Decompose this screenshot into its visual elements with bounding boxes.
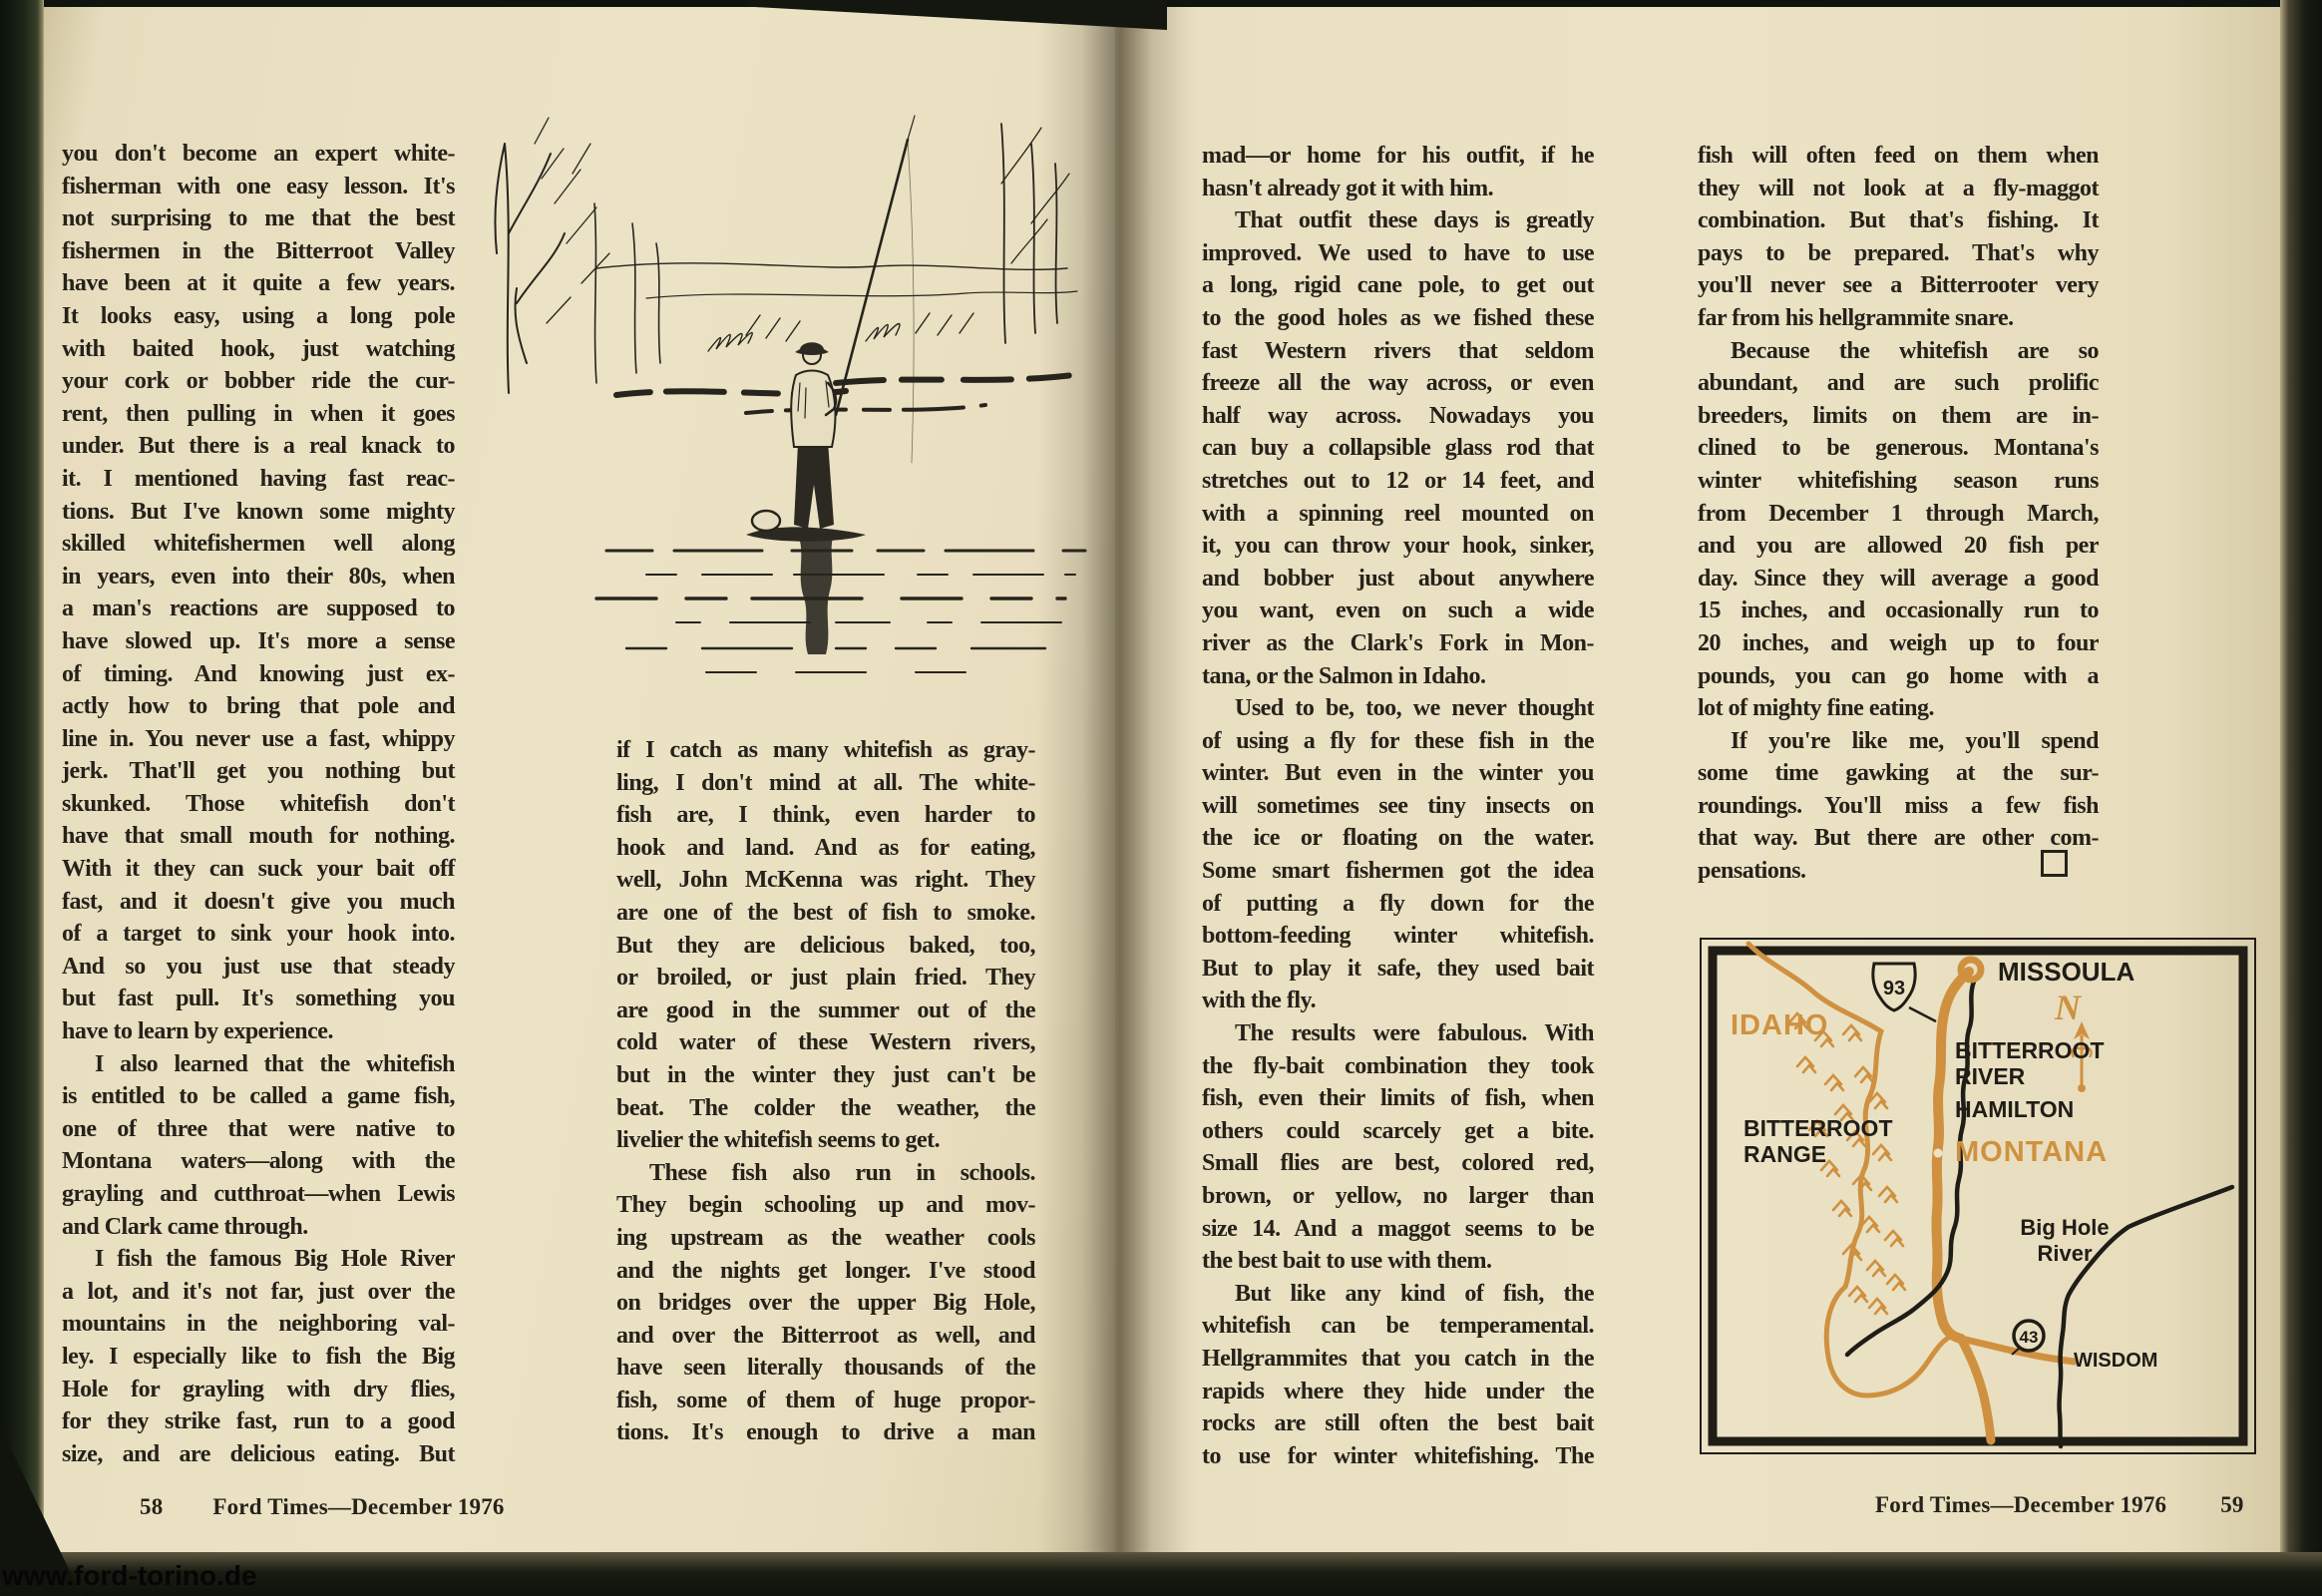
text-line: in years, even into their 80s, when xyxy=(62,563,455,590)
text-line: mad—or home for his outfit, if he xyxy=(1202,143,1594,169)
text-line: The results were fabulous. With xyxy=(1235,1020,1594,1047)
text-line: If you're like me, you'll spend xyxy=(1731,727,2099,754)
text-line: hook and land. And as for eating, xyxy=(616,834,1035,861)
label-big-hole-river-2: River xyxy=(2037,1241,2093,1266)
text-line: mountains in the neighboring val- xyxy=(62,1311,455,1338)
text-line: cold water of these Western rivers, xyxy=(616,1029,1035,1056)
watermark: www.ford-torino.de xyxy=(2,1560,257,1591)
text-line: roundings. You'll miss a few fish xyxy=(1698,792,2099,819)
text-line: bottom-feeding winter whitefish. xyxy=(1202,923,1594,950)
text-line: fast Western rivers that seldom xyxy=(1202,337,1594,364)
text-line: far from his hellgrammite snare. xyxy=(1698,304,2014,331)
text-line: you want, even on such a wide xyxy=(1202,598,1594,624)
text-line: of using a fly for these fish in the xyxy=(1202,727,1594,754)
left-trees xyxy=(495,118,660,393)
text-line: tions. It's enough to drive a man xyxy=(616,1419,1035,1446)
text-line: on bridges over the upper Big Hole, xyxy=(616,1290,1035,1317)
label-bitterroot-range-1: BITTERROOT xyxy=(1743,1115,1893,1141)
text-line: a long, rigid cane pole, to get out xyxy=(1202,272,1594,299)
text-line: fast, and it doesn't give you much xyxy=(62,888,455,915)
text-line: half way across. Nowadays you xyxy=(1202,402,1594,429)
text-line: hasn't already got it with him. xyxy=(1202,175,1494,201)
left-page xyxy=(40,0,1115,1556)
text-line: Montana waters—along with the xyxy=(62,1148,455,1175)
text-line: some time gawking at the sur- xyxy=(1698,760,2099,787)
text-line: fish, even their limits of fish, when xyxy=(1202,1085,1594,1112)
text-line: fish, some of them of huge propor- xyxy=(616,1387,1035,1413)
text-line: clined to be generous. Montana's xyxy=(1698,435,2099,462)
text-line: grayling and cutthroat—when Lewis xyxy=(62,1181,455,1207)
text-line: with a spinning reel mounted on xyxy=(1202,500,1594,527)
text-line: it, you can throw your hook, sinker, xyxy=(1202,533,1594,560)
route-93-shield xyxy=(1873,964,1936,1021)
text-line: fishermen in the Bitterroot Valley xyxy=(62,237,455,264)
text-line: the fly-bait combination they took xyxy=(1202,1052,1594,1079)
text-line: the best bait to use with them. xyxy=(1202,1248,1492,1275)
text-line: you don't become an expert white- xyxy=(62,141,455,167)
text-line: size 14. And a maggot seems to be xyxy=(1202,1215,1594,1242)
text-line: But they are delicious baked, too, xyxy=(616,932,1035,959)
text-line: and bobber just about anywhere xyxy=(1202,565,1594,592)
text-line: of a target to sink your hook into. xyxy=(62,921,455,948)
text-line: abundant, and are such prolific xyxy=(1698,370,2099,397)
text-line: And so you just use that steady xyxy=(62,953,455,980)
text-line: ley. I especially like to fish the Big xyxy=(62,1343,455,1370)
text-line: ing upstream as the weather cools xyxy=(616,1224,1035,1251)
text-line: 15 inches, and occasionally run to xyxy=(1698,598,2099,624)
text-line: one of three that were native to xyxy=(62,1115,455,1142)
text-line: Some smart fishermen got the idea xyxy=(1202,858,1594,885)
montana-idaho-map xyxy=(1698,936,2258,1456)
text-line: jerk. That'll get you nothing but xyxy=(62,758,455,785)
label-wisdom: WISDOM xyxy=(2074,1350,2158,1372)
text-line: livelier the whitefish seems to get. xyxy=(616,1127,941,1154)
text-line: lot of mighty fine eating. xyxy=(1698,695,1934,722)
text-line: Hellgrammites that you catch in the xyxy=(1202,1345,1594,1372)
text-line: others could scarcely get a bite. xyxy=(1202,1117,1594,1144)
label-montana: MONTANA xyxy=(1955,1136,2109,1168)
text-line: a lot, and it's not far, just over the xyxy=(62,1278,455,1305)
text-line: skunked. Those whitefish don't xyxy=(62,790,455,817)
left-page-column-1 xyxy=(62,138,455,1470)
text-line: fish will often feed on them when xyxy=(1698,143,2099,169)
text-line: They begin schooling up and mov- xyxy=(616,1192,1035,1219)
text-line: Used to be, too, we never thought xyxy=(1235,695,1594,722)
text-line: actly how to bring that pole and xyxy=(62,693,455,720)
text-line: and the nights get longer. I've stood xyxy=(616,1257,1035,1284)
text-line: improved. We used to have to use xyxy=(1202,239,1594,266)
text-line: Hole for grayling with dry flies, xyxy=(62,1376,455,1402)
text-line: is entitled to be called a game fish, xyxy=(62,1083,455,1110)
text-line: or broiled, or just plain fried. They xyxy=(616,965,1035,992)
right-page xyxy=(1115,0,2282,1556)
left-page-column-2 xyxy=(616,734,1035,1449)
hamilton-marker xyxy=(1934,1149,1943,1158)
text-line: a man's reactions are supposed to xyxy=(62,596,455,622)
text-line: have that small mouth for nothing. xyxy=(62,823,455,850)
text-line: rocks are still often the best bait xyxy=(1202,1410,1594,1437)
label-bitterroot-river-2: RIVER xyxy=(1955,1063,2026,1089)
text-line: I fish the famous Big Hole River xyxy=(95,1246,455,1273)
text-line: Small flies are best, colored red, xyxy=(1202,1150,1594,1177)
text-line: But like any kind of fish, the xyxy=(1235,1280,1594,1307)
text-line: that way. But there are other com- xyxy=(1698,825,2099,852)
right-page-footer xyxy=(1875,1492,2244,1518)
text-line: but fast pull. It's something you xyxy=(62,986,455,1012)
end-of-article-icon xyxy=(2041,850,2068,877)
right-footer-title: Ford Times—December 1976 xyxy=(1875,1492,2167,1517)
text-line: will sometimes see tiny insects on xyxy=(1202,792,1594,819)
text-line: from December 1 through March, xyxy=(1698,500,2099,527)
text-line: if I catch as many whitefish as gray- xyxy=(616,737,1035,763)
fisherman-illustration xyxy=(447,84,1093,702)
text-line: not surprising to me that the best xyxy=(62,205,455,232)
text-line: combination. But that's fishing. It xyxy=(1698,207,2099,234)
text-line: pays to be prepared. That's why xyxy=(1698,239,2099,266)
text-line: tions. But I've known some mighty xyxy=(62,498,455,525)
bank-lines xyxy=(596,263,1077,298)
text-line: It looks easy, using a long pole xyxy=(62,302,455,329)
text-line: rent, then pulling in when it goes xyxy=(62,400,455,427)
label-hamilton: HAMILTON xyxy=(1955,1096,2075,1122)
text-line: tana, or the Salmon in Idaho. xyxy=(1202,662,1486,689)
text-line: they will not look at a fly-maggot xyxy=(1698,175,2099,201)
right-page-column-2 xyxy=(1698,140,2099,888)
text-line: Because the whitefish are so xyxy=(1731,337,2099,364)
binding-gutter-shadow xyxy=(1037,0,1197,1556)
text-line: well, John McKenna was right. They xyxy=(616,867,1035,894)
text-line: With it they can suck your bait off xyxy=(62,856,455,883)
text-line: breeders, limits on them are in- xyxy=(1698,402,2099,429)
route-43-shield xyxy=(2012,1321,2044,1355)
right-page-column-1 xyxy=(1202,140,1594,1472)
label-bitterroot-range-2: RANGE xyxy=(1743,1141,1827,1167)
route-93-number: 93 xyxy=(1882,978,1906,999)
text-line: the ice or floating on the water. xyxy=(1202,825,1594,852)
text-line: but in the winter they just can't be xyxy=(616,1061,1035,1088)
label-big-hole-river-1: Big Hole xyxy=(2020,1215,2110,1240)
text-line: of timing. And knowing just ex- xyxy=(62,660,455,687)
text-line: for they strike fast, run to a good xyxy=(62,1408,455,1435)
text-line: river as the Clark's Fork in Mon- xyxy=(1202,629,1594,656)
text-line: have been at it quite a few years. xyxy=(62,270,455,297)
text-line: rapids where they hide under the xyxy=(1202,1378,1594,1404)
route-43-number: 43 xyxy=(2019,1328,2039,1347)
text-line: to use for winter whitefishing. The xyxy=(1202,1442,1594,1469)
text-line: with the fly. xyxy=(1202,988,1317,1014)
text-line: you'll never see a Bitterrooter very xyxy=(1698,272,2099,299)
text-line: 20 inches, and weigh up to four xyxy=(1698,629,2099,656)
text-line: day. Since they will average a good xyxy=(1698,565,2099,592)
text-line: pensations. xyxy=(1698,858,1806,885)
text-line: to the good holes as we fished these xyxy=(1202,304,1594,331)
label-bitterroot-river-1: BITTERROOT xyxy=(1955,1037,2105,1063)
label-idaho: IDAHO xyxy=(1731,1009,1829,1041)
text-line: are one of the best of fish to smoke. xyxy=(616,899,1035,926)
text-line: of putting a fly down for the xyxy=(1202,890,1594,917)
left-page-number: 58 xyxy=(140,1494,164,1519)
water-ripples xyxy=(596,551,1085,672)
text-line: stretches out to 12 or 14 feet, and xyxy=(1202,467,1594,494)
compass-letter: N xyxy=(2055,988,2081,1027)
photo-edge-bottom xyxy=(0,1552,2322,1596)
text-line: have seen literally thousands of the xyxy=(616,1355,1035,1382)
text-line: can buy a collapsible glass rod that xyxy=(1202,435,1594,462)
text-line: under. But there is a real knack to xyxy=(62,433,455,460)
text-line: and Clark came through. xyxy=(62,1213,308,1240)
text-line: winter. But even in the winter you xyxy=(1202,760,1594,787)
brush-hatching xyxy=(708,313,973,351)
text-line: winter whitefishing season runs xyxy=(1698,467,2099,494)
text-line: fish are, I think, even harder to xyxy=(616,802,1035,829)
text-line: with baited hook, just watching xyxy=(62,335,455,362)
book-cover-left-edge xyxy=(0,0,44,1596)
label-missoula: MISSOULA xyxy=(1998,957,2135,987)
text-line: have slowed up. It's more a sense xyxy=(62,627,455,654)
text-line: and over the Bitterroot as well, and xyxy=(616,1322,1035,1349)
text-line: fisherman with one easy lesson. It's xyxy=(62,173,455,200)
text-line: brown, or yellow, no larger than xyxy=(1202,1183,1594,1209)
text-line: skilled whitefishermen well along xyxy=(62,531,455,558)
text-line: But to play it safe, they used bait xyxy=(1202,955,1594,982)
right-page-number: 59 xyxy=(2220,1492,2244,1517)
text-line: have to learn by experience. xyxy=(62,1018,333,1045)
left-footer-title: Ford Times—December 1976 xyxy=(212,1494,505,1519)
text-line: pounds, you can go home with a xyxy=(1698,662,2099,689)
text-line: That outfit these days is greatly xyxy=(1235,207,1594,234)
text-line: your cork or bobber ride the cur- xyxy=(62,368,455,395)
text-line: and you are allowed 20 fish per xyxy=(1698,533,2099,560)
text-line: size, and are delicious eating. But xyxy=(62,1440,455,1467)
text-line: beat. The colder the weather, the xyxy=(616,1094,1035,1121)
text-line: it. I mentioned having fast reac- xyxy=(62,465,455,492)
text-line: I also learned that the whitefish xyxy=(95,1050,455,1077)
text-line: ling, I don't mind at all. The white- xyxy=(616,769,1035,796)
text-line: are good in the summer out of the xyxy=(616,997,1035,1023)
text-line: line in. You never use a fast, whippy xyxy=(62,725,455,752)
text-line: whitefish can be temperamental. xyxy=(1202,1313,1594,1340)
book-cover-right-edge xyxy=(2280,0,2322,1596)
left-page-footer xyxy=(140,1494,505,1520)
text-line: These fish also run in schools. xyxy=(649,1159,1035,1186)
text-line: freeze all the way across, or even xyxy=(1202,370,1594,397)
